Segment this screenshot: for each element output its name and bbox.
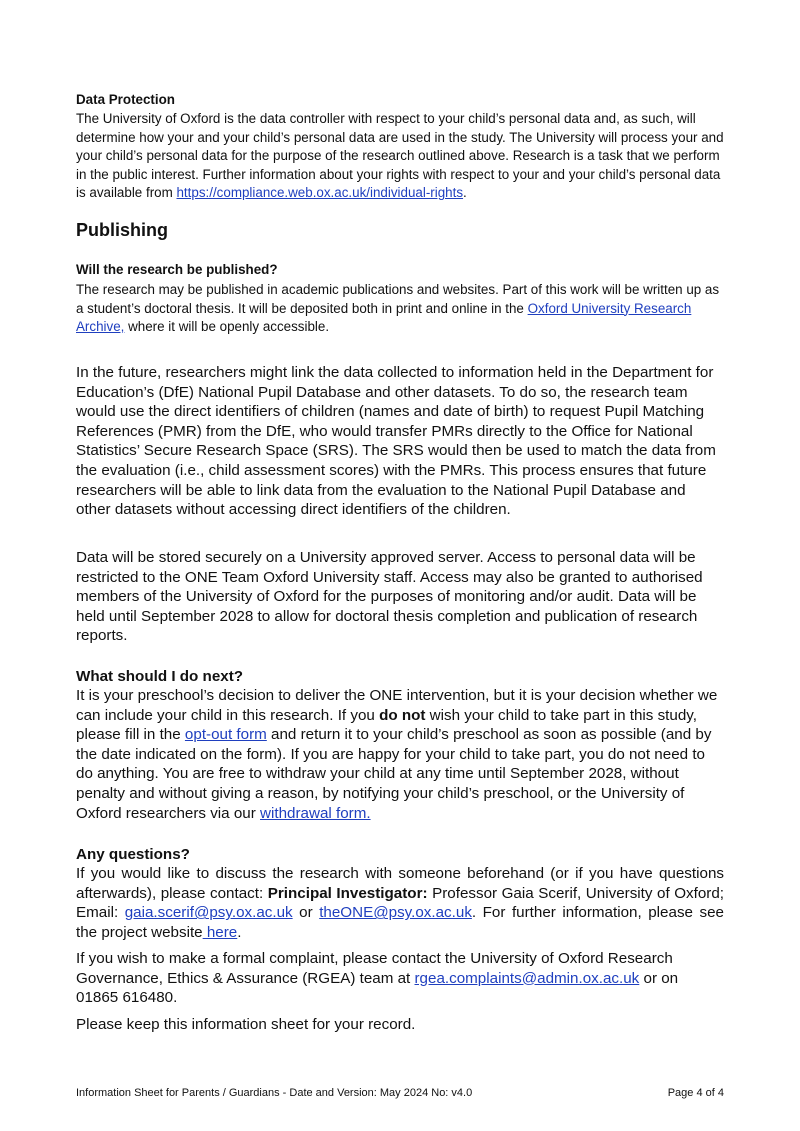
do-not-emphasis: do not — [379, 706, 426, 724]
individual-rights-link[interactable]: https://compliance.web.ox.ac.uk/individual-rights — [176, 185, 464, 201]
publishing-after-link: where it will be openly accessible. — [124, 319, 330, 335]
questions-text-3: or — [292, 904, 320, 922]
questions-text-4: . For further information, please see the project website — [76, 904, 724, 941]
ora-link[interactable]: Oxford University Research Archive, — [76, 300, 692, 335]
data-storage-paragraph: Data will be stored securely on a University approved server. Access to personal data will be restricted to the ONE Team Oxford University staff. Access may also be granted to authorised members of the University of Oxford for the purposes of monitoring and/or audit. Data will be held until September 2028 to allow for doctoral thesis completion and publication of research reports. — [76, 549, 703, 645]
publishing-heading: Publishing — [76, 220, 168, 240]
gaia-email-link[interactable]: gaia.scerif@psy.ox.ac.uk — [124, 904, 293, 922]
theone-email-link[interactable]: theONE@psy.ox.ac.uk — [319, 904, 472, 922]
next-steps-heading: What should I do next? — [76, 668, 244, 685]
page-number: Page 4 of 4 — [667, 1087, 724, 1099]
complaint-text-2: or on 01865 616480. — [76, 969, 679, 1007]
questions-paragraph — [76, 864, 724, 942]
future-linking-paragraph: In the future, researchers might link the data collected to information held in the Department for Education’s (DfE) National Pupil Database and other datasets. To do so, the research team would use the direct identifiers of children (names and date of birth) to request Pupil Matching References (PMR) from the DfE, who would transfer PMRs directly to the Office for National Statistics’ Secure Research Space (SRS). The SRS would then be used to match the data from the evaluation (i.e., child assessment scores) with the PMRs. This process ensures that future researchers will be able to link data from the evaluation to the National Pupil Database and other datasets without accessing direct identifiers of the children. — [76, 364, 716, 519]
withdrawal-form-link[interactable]: withdrawal form. — [260, 804, 371, 822]
project-website-link[interactable]: here — [202, 923, 238, 941]
rgea-email-link[interactable]: rgea.complaints@admin.ox.ac.uk — [414, 969, 640, 987]
opt-out-form-link[interactable]: opt-out form — [184, 726, 267, 744]
complaint-text-1: If you wish to make a formal complaint, please contact the University of Oxford Research Governance, Ethics & Assurance (RGEA) team at — [76, 950, 673, 987]
published-subheading: Will the research be published? — [76, 262, 278, 277]
pi-label: Principal Investigator: — [267, 884, 428, 902]
questions-heading: Any questions? — [76, 846, 190, 863]
period: . — [463, 185, 467, 201]
footer-version-info: Information Sheet for Parents / Guardians - Date and Version: May 2024 No: v4.0 — [76, 1087, 473, 1099]
complaint-paragraph — [76, 949, 724, 1008]
publishing-text: The research may be published in academic publications and websites. Part of this work will be written up as a student’s doctoral thesis. It will be deposited both in print and online in the — [76, 282, 720, 316]
data-protection-text: The University of Oxford is the data controller with respect to your child’s personal data and, as such, will determine how your and your child’s personal data are used in the study. The University will process your and your child’s personal data for the purpose of the research outlined above. Research is a task that we perform in the public interest. Further information about your rights with respect to your and your child’s personal data is available from — [76, 111, 724, 201]
data-protection-paragraph — [76, 110, 724, 203]
next-text-3: and return it to your child’s preschool as soon as possible (and by the date indicated on the form). If you are happy for your child to take part, you do not need to do anything. You are free to withdraw your child at any time until September 2028, without penalty and without giving a reason, by notifying your child’s preschool, or the University of Oxford researchers via our — [76, 726, 712, 822]
keep-sheet-paragraph: Please keep this information sheet for your record. — [76, 1016, 416, 1033]
data-protection-heading: Data Protection — [76, 92, 175, 107]
next-steps-paragraph — [76, 686, 724, 823]
next-text-2: wish your child to take part in this study, please fill in the — [76, 706, 697, 744]
questions-text-5: . — [237, 923, 242, 941]
questions-text-1: If you would like to discuss the research with someone beforehand (or if you have questions afterwards), please contact: — [76, 865, 724, 902]
next-text-1: It is your preschool’s decision to deliver the ONE intervention, but it is your decision whether we can include your child in this research. If you — [76, 687, 718, 724]
questions-text-2: Professor Gaia Scerif, University of Oxford; Email: — [76, 884, 725, 922]
publishing-paragraph — [76, 281, 724, 337]
